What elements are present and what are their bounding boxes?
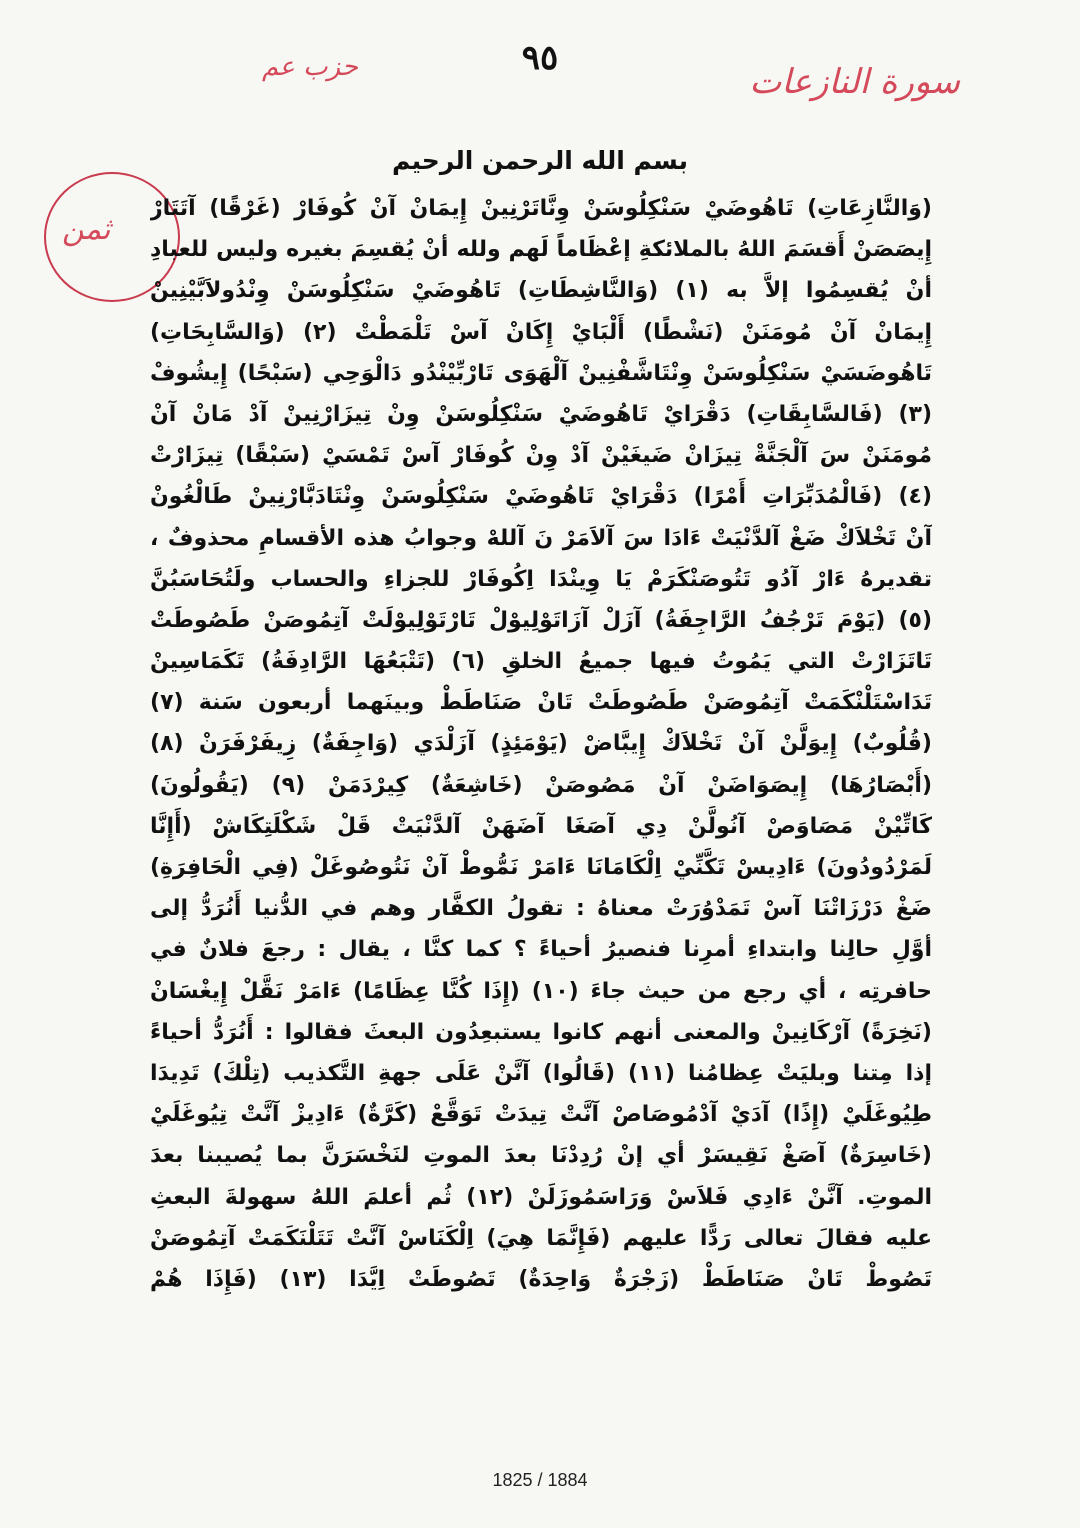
text-line: (وَالنَّازِعَاتِ) تَاهُوضَيْ سَنْكِلُوسَنْ وِنَّاتَرْنِينْ إِيمَانْ آنْ كُوفَارْ (غَرْقًا) آتَتَارْ: [150, 196, 932, 221]
basmala-heading: بسم الله الرحمن الرحيم: [392, 146, 688, 175]
text-line: (خَاسِرَةٌ) آصَغْ نَقِيسَرْ أي إنْ رُدِدْنَا بعدَ الموتِ لنَخْسَرَنَّ بما يُصيبنا بعدَ: [150, 1143, 932, 1169]
text-line: تقديرهُ ءَارْ آدُو تَتُوصَنْكَرَمْ يَا وِينْدَا اِكُوفَارْ للجزاءِ والحساب ولَتُحَاسَبُنَّ: [150, 566, 932, 592]
text-line: مُومَنَنْ سَ آلْجَنَّةْ تِيزَانْ ضَيغَيْنْ آدْ وِنْ كُوفَارْ آسْ تَمْسَيْ (سَبْقًا) تِيزَارْتْ: [150, 443, 932, 469]
text-line: إذا مِتنا وبليَتْ عِظامُنا (١١) (قَالُوا) آنَّنْ عَلَى جهةِ التَّكذيب (تِلْكَ) تَدِيدَا: [150, 1060, 932, 1086]
text-line: طِيُوغَلَيْ (إِذًا) آدَيْ آدْمُوصَاصْ آنَّتْ تِيدَتْ تَوَقَّعْ (كَرَّةٌ) ءَادِيزْ آنَّتْ تِيُوغَلَيْ: [150, 1102, 932, 1128]
text-line: كَاتِّيْنْ مَصَاوَصْ آنُولَّنْ دِي آصَغَا آضَهَنْ آلدَّنْيَتْ قَلْ شَكْلَتِكَاشْ (أَإِنَّا: [150, 813, 932, 839]
text-line: (٤) (فَالْمُدَبِّرَاتِ أَمْرًا) دَقْرَايْ تَاهُوضَيْ سَنْكِلُوسَنْ وِنْتَادَبَّارْنِينْ طَالْغُونْ: [150, 484, 932, 510]
handwritten-margin-note: ثمن: [62, 212, 111, 247]
text-line: (٥) (يَوْمَ تَرْجُفُ الرَّاجِفَةُ) آزَلْ آزَاتَوْلِيوْلْ تَارْتَوْلِيوْلَتْ آتِمُوصَنْ طَصُوطَتْ: [150, 607, 932, 633]
page-number-top: ٩٥: [521, 38, 559, 78]
text-line: عليه فقالَ تعالى رَدًّا عليهم (فَإِنَّمَا هِيَ) اِلْكَنَاسْ آنَّتْ تَتَلْنَكَمَتْ آتِمُوصَنْ: [150, 1225, 932, 1251]
text-line: تَاتَزَارْتْ التي يَمُوتُ فيها جميعُ الخلقِ (٦) (تَتْبَعُهَا الرَّادِفَةُ) تَكَمَاسِينْ: [150, 649, 932, 675]
text-line: حافرتِه ، أي رجع من حيث جاءَ (١٠) (إِذَا كُنَّا عِظَامًا) ءَامَرْ نَقَّلْ إِيغْسَانْ: [150, 978, 932, 1004]
commentary-body: [150, 188, 932, 1300]
text-line: تَصُوطْ تَانْ صَنَاطَطْ (زَجْرَةٌ وَاحِدَةٌ) تَصُوطَتْ اِيَّدَا (١٣) (فَإِذَا هُمْ: [150, 1266, 932, 1292]
text-line: (قُلُوبٌ) إِيوَلَّنْ آنْ تَخْلاَكْ إِيبَّاضْ (يَوْمَئِذٍ) آزَلْدَي (وَاجِفَةٌ) زِيفَرْفَرَنْ (٨): [150, 731, 932, 757]
handwritten-hizb-note: حزب عم: [262, 52, 358, 82]
text-line: إِيمَانْ آنْ مُومَنَنْ (نَشْطًا) أَلْبَايْ إِكَانْ آسْ تَلْمَطْتْ (٢) (وَالسَّابِحَاتِ): [150, 319, 932, 345]
handwritten-surah-note: سورة النازعات: [749, 62, 960, 102]
text-line: الموتِ. آنَّنْ ءَادِي فَلاَسْ وَرَاسَمُوزَلَنْ (١٢) ثُم أعلمَ اللهُ سهولةَ البعثِ: [150, 1184, 932, 1210]
text-line: (نَخِرَةً) آرْكَانِينْ والمعنى أنهم كانوا يستبعِدُون البعثَ فقالوا : أَنُرَدُّ أحياءً: [150, 1019, 932, 1045]
text-line: أنْ يُقسِمُوا إلاَّ به (١) (وَالنَّاشِطَاتِ) تَاهُوضَيْ سَنْكِلُوسَنْ وِنْدُولاَبَّيْنِينْ: [150, 278, 932, 304]
text-line: إِيصَصَنْ أَقسَمَ اللهُ بالملائكةِ إعْظَاماً لَهم ولله أنْ يُقسِمَ بغيره وليس للعبادِ: [150, 237, 932, 263]
text-line: تَدَاسْتَلْنْكَمَتْ آتِمُوصَنْ طَصُوطَتْ تَانْ صَنَاطَطْ وبينَهما أربعون سَنة (٧): [150, 690, 932, 716]
text-line: (٣) (فَالسَّابِقَاتِ) دَقْرَايْ تَاهُوضَيْ سَنْكِلُوسَنْ وِنْ تِيزَارْنِينْ آدْ مَانْ آنْ: [150, 401, 932, 427]
text-line: أوَّلِ حالِنا وابتداءِ أمرِنا فنصيرُ أحياءً ؟ كما كنَّا ، يقال : رجعَ فلانٌ في: [150, 937, 932, 963]
text-line: تَاهُوضَسَيْ سَنْكِلُوسَنْ وِنْتَاشَّفْنِينْ آلْهَوَى تَارْبِّيْنْدُو دَالْوَحِي (سَبْحًا) إِيشُوفْ: [150, 360, 932, 386]
text-line: (أَبْصَارُهَا) إِيصَوَاضَنْ آنْ مَصُوصَنْ (خَاشِعَةٌ) كِيرْدَمَنْ (٩) (يَقُولُونَ): [150, 772, 932, 798]
text-line: لَمَرْدُودُونَ) ءَادِيسْ تَكَّنِّيْ اِلْكَامَانَا ءَامَرْ نَمُّوطْ آنْ نَتُوصُوغَلْ (فِي الْحَافِرَةِ): [150, 855, 932, 880]
page-counter-footer: 1825 / 1884: [492, 1470, 588, 1490]
text-line: ضَغْ دَرْزَاتْنَا آسْ تَمَدْوُرَتْ معناهُ : تقولُ الكفَّار وهم في الدُّنيا أَنُرَدُّ إلى: [150, 896, 932, 922]
text-line: آنْ تَخْلاَكْ ضَغْ آلدَّنْيَتْ ءَادَا سَ آلاَمَرْ نَ آللهْ وجوابُ هذه الأقسامِ محذوفٌ ،: [150, 525, 932, 551]
